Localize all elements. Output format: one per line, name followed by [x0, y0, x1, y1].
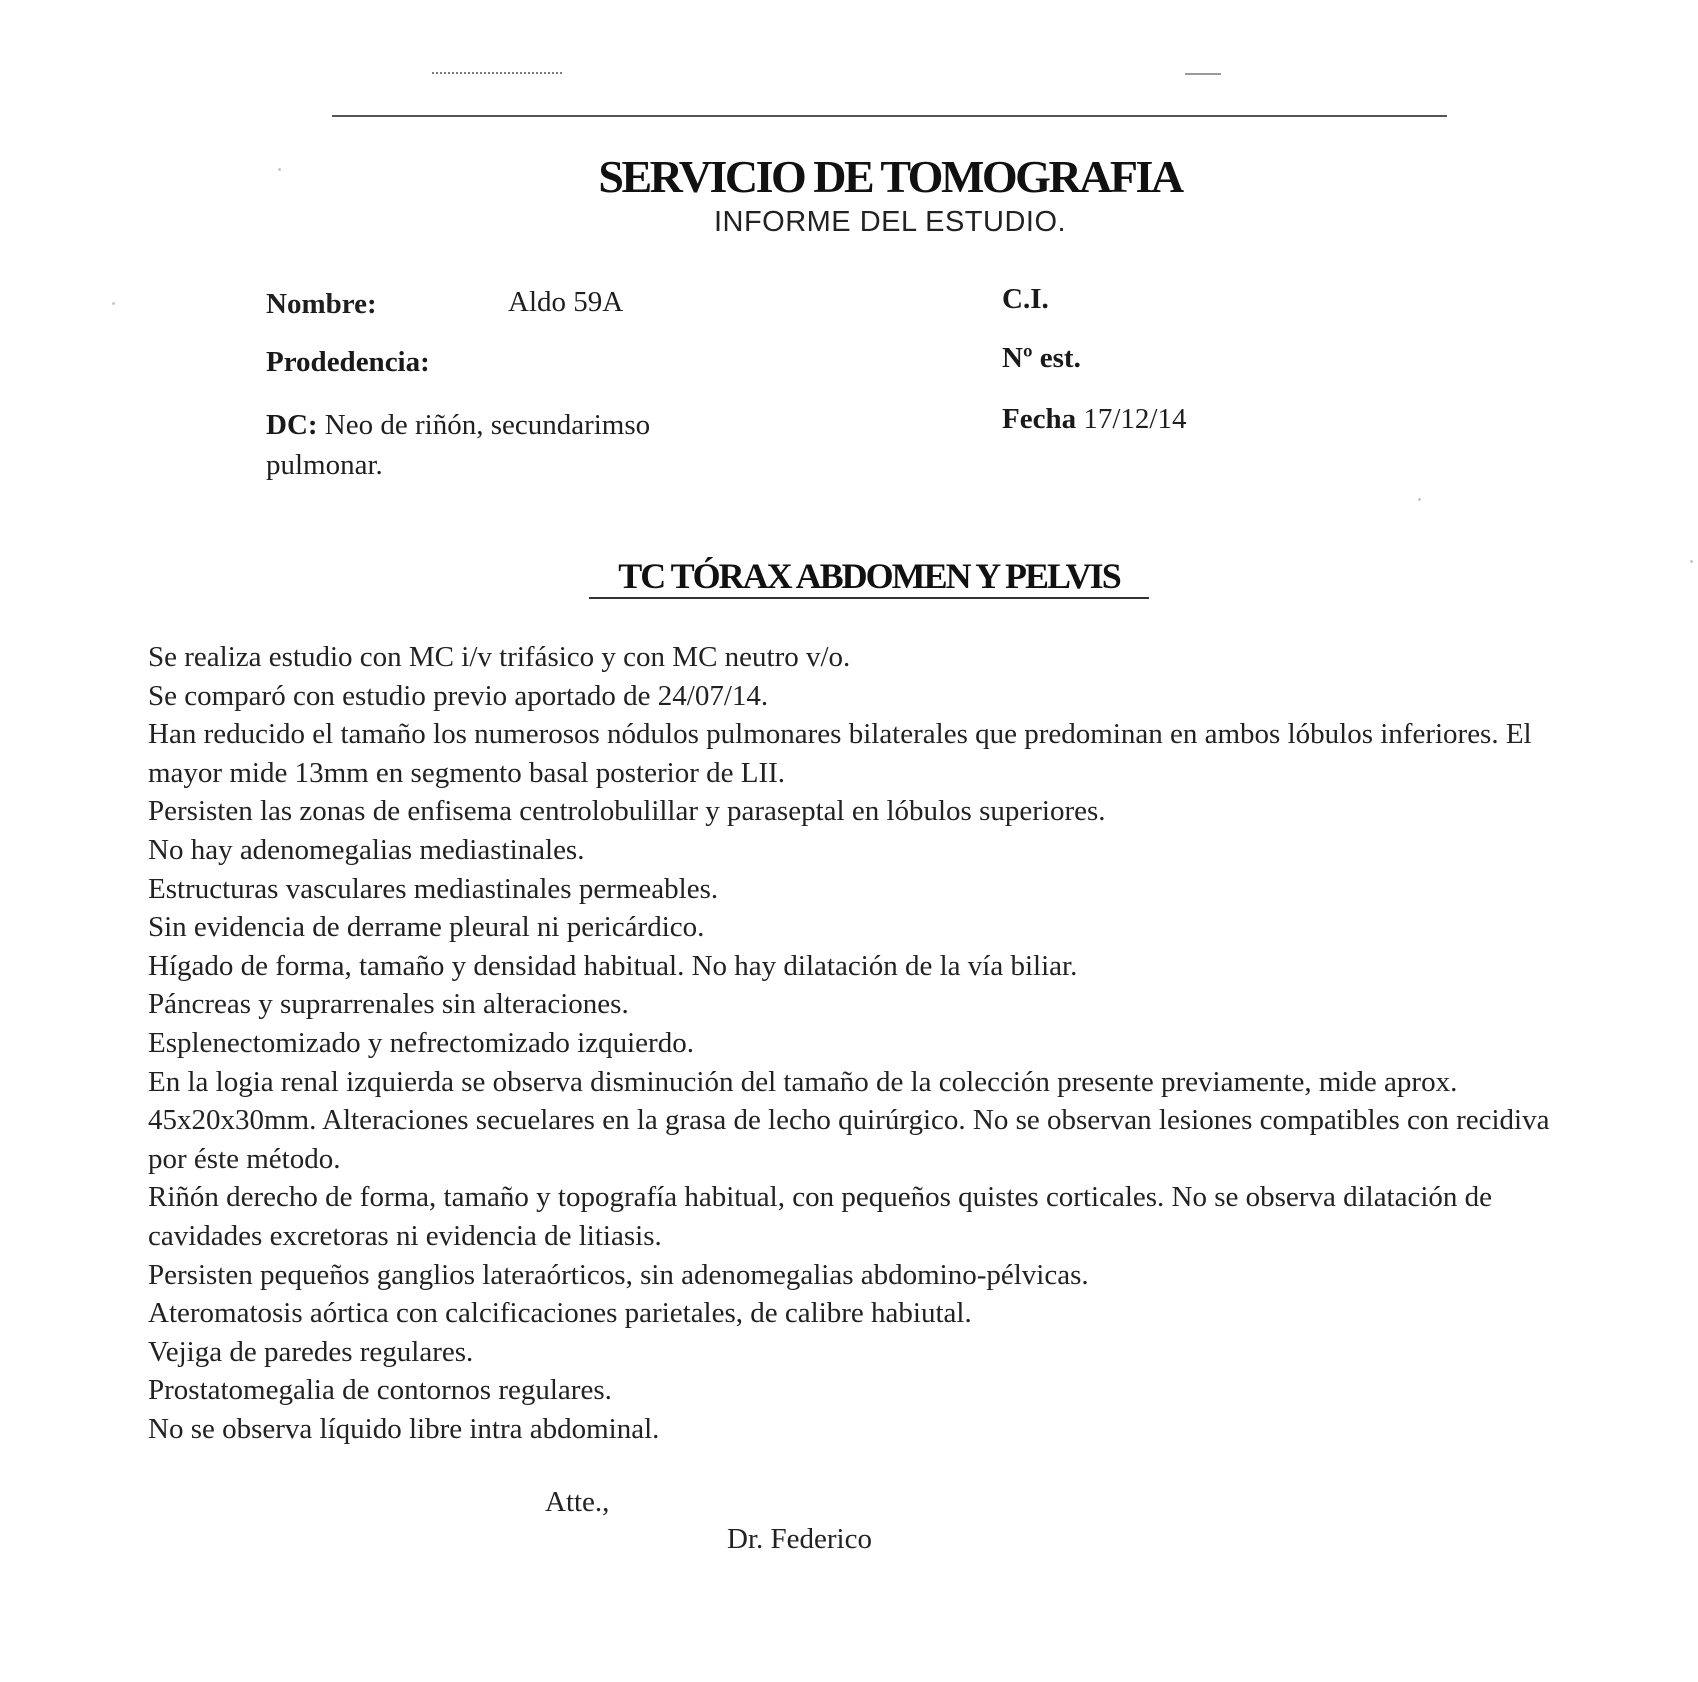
origin-label [266, 345, 430, 379]
scan-mark-left [432, 72, 562, 77]
scan-speck [278, 168, 281, 171]
scan-speck [1690, 560, 1693, 563]
dc-value: Neo de riñón, secundarimso pulmonar. [266, 409, 651, 481]
diagnosis [266, 405, 736, 485]
doctor-name: Dr. Federico [727, 1523, 872, 1555]
finding-line: Hígado de forma, tamaño y densidad habitual. No hay dilatación de la vía biliar. [148, 949, 1078, 982]
date-field [1002, 402, 1186, 436]
finding-line: Sin evidencia de derrame pleural ni pericárdico. [148, 911, 705, 944]
finding-line: No se observa líquido libre intra abdominal. [148, 1412, 660, 1445]
finding-line: Vejiga de paredes regulares. [148, 1335, 474, 1368]
finding-line: Se comparó con estudio previo aportado de 24/07/14. [148, 679, 769, 712]
scan-speck [112, 302, 115, 305]
finding-line: Ateromatosis aórtica con calcificaciones parietales, de calibre habiutal. [148, 1297, 972, 1330]
date-label: Fecha [1002, 403, 1077, 435]
finding-line: En la logia renal izquierda se observa disminución del tamaño de la colección presente previamente, mide aprox. 45x20x30mm. Alteraciones secuelares en la grasa de lecho quirúrgico. No se observan lesiones compatibles con recidiva por éste método. [148, 1065, 1550, 1175]
study-number-field [1002, 341, 1081, 375]
finding-line: Persisten pequeños ganglios lateraórticos, sin adenomegalias abdomino-pélvicas. [148, 1258, 1089, 1291]
closing: Atte., [545, 1486, 610, 1518]
finding-line: Persisten las zonas de enfisema centrolobulillar y paraseptal en lóbulos superiores. [148, 795, 1106, 828]
scan-mark-right [1185, 73, 1221, 75]
scan-marks [0, 72, 1698, 78]
report-subtitle: INFORME DEL ESTUDIO. [713, 206, 1067, 238]
finding-line: Estructuras vasculares mediastinales permeables. [148, 872, 719, 905]
finding-line: Prostatomegalia de contornos regulares. [148, 1374, 612, 1407]
header-rule [332, 115, 1447, 117]
finding-line: Riñón derecho de forma, tamaño y topografía habitual, con pequeños quistes corticales. No se observa dilatación de cavidades excretoras ni evidencia de litiasis. [148, 1181, 1493, 1252]
service-title: SERVICIO DE TOMOGRAFIA [598, 151, 1182, 202]
date-value: 17/12/14 [1076, 403, 1187, 435]
origin-label-text: Prodedencia: [266, 346, 430, 378]
findings-list [148, 638, 1568, 1448]
study-number-label: Nº est. [1002, 342, 1081, 374]
dc-label: DC: [266, 409, 318, 441]
name-label: Nombre: [266, 288, 377, 320]
study-title: TC TÓRAX ABDOMEN Y PELVIS [618, 556, 1120, 596]
name-value: Aldo 59A [508, 286, 624, 318]
finding-line: Se realiza estudio con MC i/v trifásico y con MC neutro v/o. [148, 641, 851, 673]
finding-line: Páncreas y suprarrenales sin alteraciones. [148, 988, 629, 1021]
finding-line: Han reducido el tamaño los numerosos nódulos pulmonares bilaterales que predominan en ambos lóbulos inferiores. El mayor mide 13mm en segmento basal posterior de LII. [148, 718, 1532, 789]
study-title-underline [589, 597, 1149, 599]
finding-line: No hay adenomegalias mediastinales. [148, 833, 585, 866]
ci-field [1002, 282, 1049, 316]
ci-label: C.I. [1002, 283, 1049, 315]
scan-speck [1418, 498, 1421, 501]
finding-line: Esplenectomizado y nefrectomizado izquierdo. [148, 1026, 694, 1059]
